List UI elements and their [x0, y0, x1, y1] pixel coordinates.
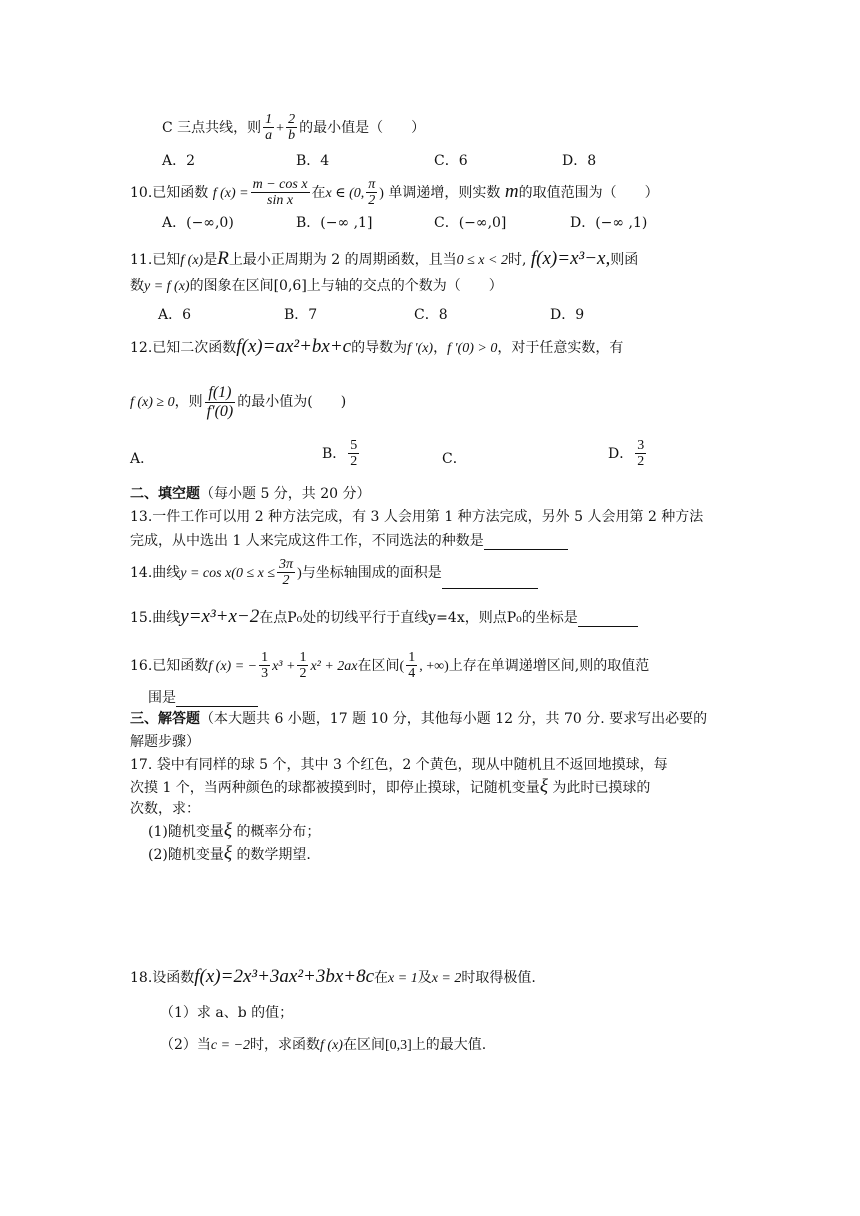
q12-line-1: 12.已知二次函数f(x)=ax²+bx+c的导数为f ′(x)，f ′(0) > 0，对于任意实数，有 [130, 336, 624, 357]
q9-prefix: C 三点共线，则 [162, 119, 262, 136]
q12-option-c: C． [442, 451, 467, 467]
q12-option-d: D． $\frac{3}{2}$ [608, 438, 645, 470]
q15-line: 15.曲线y=x³+x−2在点P₀处的切线平行于直线y=4x，则点P₀的坐标是 [130, 608, 638, 627]
q16-line-2: 围是 [148, 689, 258, 707]
q18-part-2: （2）当c = −2时，求函数f (x)在区间[0,3]上的最大值. [160, 1037, 487, 1053]
q12-option-a: A． [130, 451, 155, 467]
q12-line-2: f (x) ≥ 0，则 $\frac{f(1)}{f'(0)}$ 的最小值为( ) [130, 384, 347, 420]
q14-line: 14.曲线y = cos x(0 ≤ x ≤ $\frac{3\pi}{2}$ )与坐标轴围成的面积是 [130, 557, 538, 589]
q9-line: C 三点共线，则 $\frac{1}{a}$ + $\frac{2}{b}$ 的最小值是（ ） [162, 112, 426, 144]
section-3-note-line-2: 解题步骤） [130, 734, 200, 750]
q9-option-a: A．2 [162, 153, 196, 169]
q16-answer-blank[interactable] [176, 692, 258, 707]
q10-option-c: C．(−∞,0] [434, 215, 507, 231]
section-3-heading: 三、解答题（本大题共 6 小题，17 题 10 分，其他每小题 12 分，共 70 分. 要求写出必要的 [130, 711, 708, 727]
q11-option-c: C．8 [414, 307, 448, 323]
q9-option-c: C．6 [434, 153, 468, 169]
q10-frac: $\frac{\text{m − cos x}}{\text{sin x}}$ [252, 177, 308, 209]
q13-line-1: 13.一件工作可以用 2 种方法完成，有 3 人会用第 1 种方法完成，另外 5 人会用第 2 种方法 [130, 509, 704, 525]
q11-line-1: 11.已知f (x)是R上最小正周期为 2 的周期函数，且当0 ≤ x < 2时, f(x)=x³−x,则函 [130, 248, 639, 269]
q17-part-2: (2)随机变量ξ 的数学期望. [148, 843, 311, 864]
q9-frac-1: $\frac{1}{a}$ [265, 112, 273, 144]
q11-option-a: A．6 [158, 307, 192, 323]
q12-frac: $\frac{f(1)}{f'(0)}$ [206, 384, 234, 420]
q9-frac-2: $\frac{2}{b}$ [288, 112, 296, 144]
q10-option-a: A．(−∞,0) [162, 215, 234, 231]
q10-line: 10.已知函数 f (x) = $\frac{\text{m − cos x}}{\text{sin x}}$ 在x ∈ (0, $\frac{\pi}{2}$ ) 单调递增，则实数 m的取值范围为（ ） [130, 177, 659, 209]
q9-suffix: 的最小值是（ ） [299, 119, 426, 136]
q10-option-b: B．(−∞ ,1] [296, 215, 373, 231]
q13-answer-blank[interactable] [484, 535, 568, 550]
q18-line-1: 18.设函数f(x)=2x³+3ax²+3bx+8c在x = 1及x = 2时取得极值. [130, 966, 536, 987]
q18-part-1: （1）求 a、b 的值； [160, 1005, 294, 1021]
q17-line-3: 次数，求： [130, 801, 200, 817]
q9-option-b: B．4 [296, 153, 330, 169]
q12-option-b: B． $\frac{5}{2}$ [322, 438, 358, 470]
q11-line-2: 数y = f (x)的图象在区间[0,6]上与轴的交点的个数为（ ） [130, 278, 503, 294]
q15-answer-blank[interactable] [578, 612, 638, 627]
q14-answer-blank[interactable] [442, 574, 538, 589]
q11-option-d: D．9 [550, 307, 585, 323]
q17-line-1: 17. 袋中有同样的球 5 个，其中 3 个红色，2 个黄色，现从中随机且不返回地摸球，每 [130, 757, 668, 773]
q9-option-d: D．8 [562, 153, 597, 169]
q13-line-2: 完成，从中选出 1 人来完成这件工作，不同选法的种数是 [130, 532, 568, 550]
q11-option-b: B．7 [284, 307, 318, 323]
q10-option-d: D．(−∞ ,1) [570, 215, 648, 231]
q16-line-1: 16.已知函数f (x) = − $\frac{1}{3}$ x³ + $\frac{1}{2}$ x² + 2ax在区间( $\frac{1}{4}$ , +∞)上存在单调递增区间,则的取值范 [130, 650, 650, 682]
q17-line-2: 次摸 1 个，当两种颜色的球都被摸到时，即停止摸球，记随机变量ξ 为此时已摸球的 [130, 776, 651, 797]
section-2-heading: 二、填空题（每小题 5 分，共 20 分） [130, 486, 371, 502]
q17-part-1: (1)随机变量ξ 的概率分布； [148, 820, 321, 841]
